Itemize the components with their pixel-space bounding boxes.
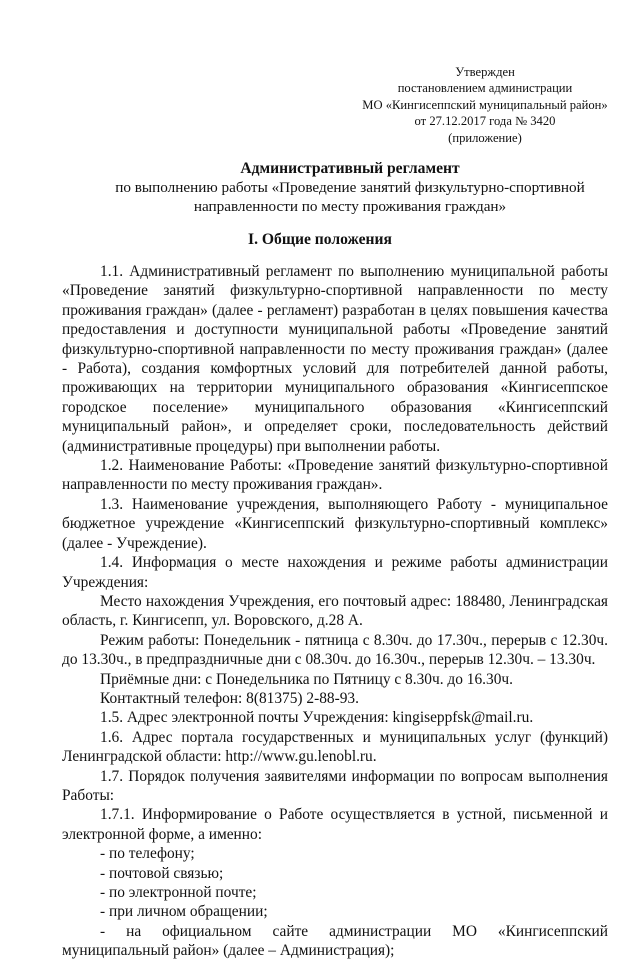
paragraph-portal: 1.6. Адрес портала государственных и муниципальных услуг (функций) Ленинградской области: http://www.gu.lenobl.ru. bbox=[62, 728, 608, 766]
approval-line-approved: Утвержден bbox=[455, 65, 515, 79]
list-item: - по телефону; bbox=[100, 845, 195, 863]
list-item: - на официальном сайте администрации МО «Кингисеппский муниципальный район» (далее – Администрация); bbox=[62, 922, 608, 960]
approval-line-appendix: (приложение) bbox=[448, 130, 522, 145]
paragraph-reception-days: Приёмные дни: с Понедельника по Пятницу с 8.30ч. до 16.30ч. bbox=[100, 670, 513, 688]
approval-line-date-number: от 27.12.2017 года № 3420 bbox=[414, 114, 556, 129]
paragraph-1-7: 1.7. Порядок получения заявителями информации по вопросам выполнения Работы: bbox=[62, 767, 608, 804]
paragraph-phone: Контактный телефон: 8(81375) 2-88-93. bbox=[100, 689, 359, 707]
paragraph-1-1: 1.1. Административный регламент по выполнению муниципальной работы «Проведение занятий физкультурно-спортивной направленности по месту проживания граждан» (далее - регламент) разработан в целях повышения качества предоставления и доступности муниципальной работы «Проведение занятий физкультурно-спортивной направленности по месту проживания граждан» (далее - Работа), создания комфортных условий для потребителей данной работы, проживающих на территории муниципального образования «Кингисеппское городское поселение» муниципального образования «Кингисеппский муниципальный район», и определяет сроки, последовательность действий (административные процедуры) при выполнении работы. bbox=[62, 263, 608, 455]
approval-line-municipality: МО «Кингисеппский муниципальный район» bbox=[362, 97, 608, 112]
approval-stamp bbox=[340, 64, 630, 146]
document-body bbox=[62, 262, 608, 961]
list-item: - почтовой связью; bbox=[100, 864, 224, 882]
paragraph-1-3: 1.3. Наименование учреждения, выполняющего Работу - муниципальное бюджетное учреждение «Кингисеппский физкультурно-спортивный комплекс» (далее - Учреждение). bbox=[62, 495, 608, 552]
title-block bbox=[60, 160, 640, 216]
paragraph-hours: Режим работы: Понедельник - пятница с 8.30ч. до 17.30ч., перерыв с 12.30ч. до 13.30ч., в предпраздничные дни с 08.30ч. до 16.30ч., перерыв 12.30ч. – 13.30ч. bbox=[62, 631, 608, 669]
section-heading: I. Общие положения bbox=[248, 231, 392, 248]
document-title: Административный регламент bbox=[240, 160, 460, 177]
paragraph-email: 1.5. Адрес электронной почты Учреждения: kingiseppfsk@mail.ru. bbox=[100, 709, 534, 727]
paragraph-1-2: 1.2. Наименование Работы: «Проведение занятий физкультурно-спортивной направленности по месту проживания граждан». bbox=[62, 457, 608, 494]
document-subtitle: по выполнению работы «Проведение занятий физкультурно-спортивной направленности по месту проживания граждан» bbox=[115, 179, 585, 215]
paragraph-1-7-1: 1.7.1. Информирование о Работе осуществляется в устной, письменной и электронной форме, а именно: bbox=[62, 806, 608, 843]
list-item: - по электронной почте; bbox=[100, 884, 257, 901]
approval-line-resolution: постановлением администрации bbox=[397, 81, 573, 96]
paragraph-1-4: 1.4. Информация о месте нахождения и режиме работы администрации Учреждения: bbox=[62, 554, 608, 591]
paragraph-address: Место нахождения Учреждения, его почтовый адрес: 188480, Ленинградская область, г. Кингисепп, ул. Воровского, д.28 А. bbox=[62, 592, 608, 630]
list-item: - при личном обращении; bbox=[100, 903, 268, 921]
